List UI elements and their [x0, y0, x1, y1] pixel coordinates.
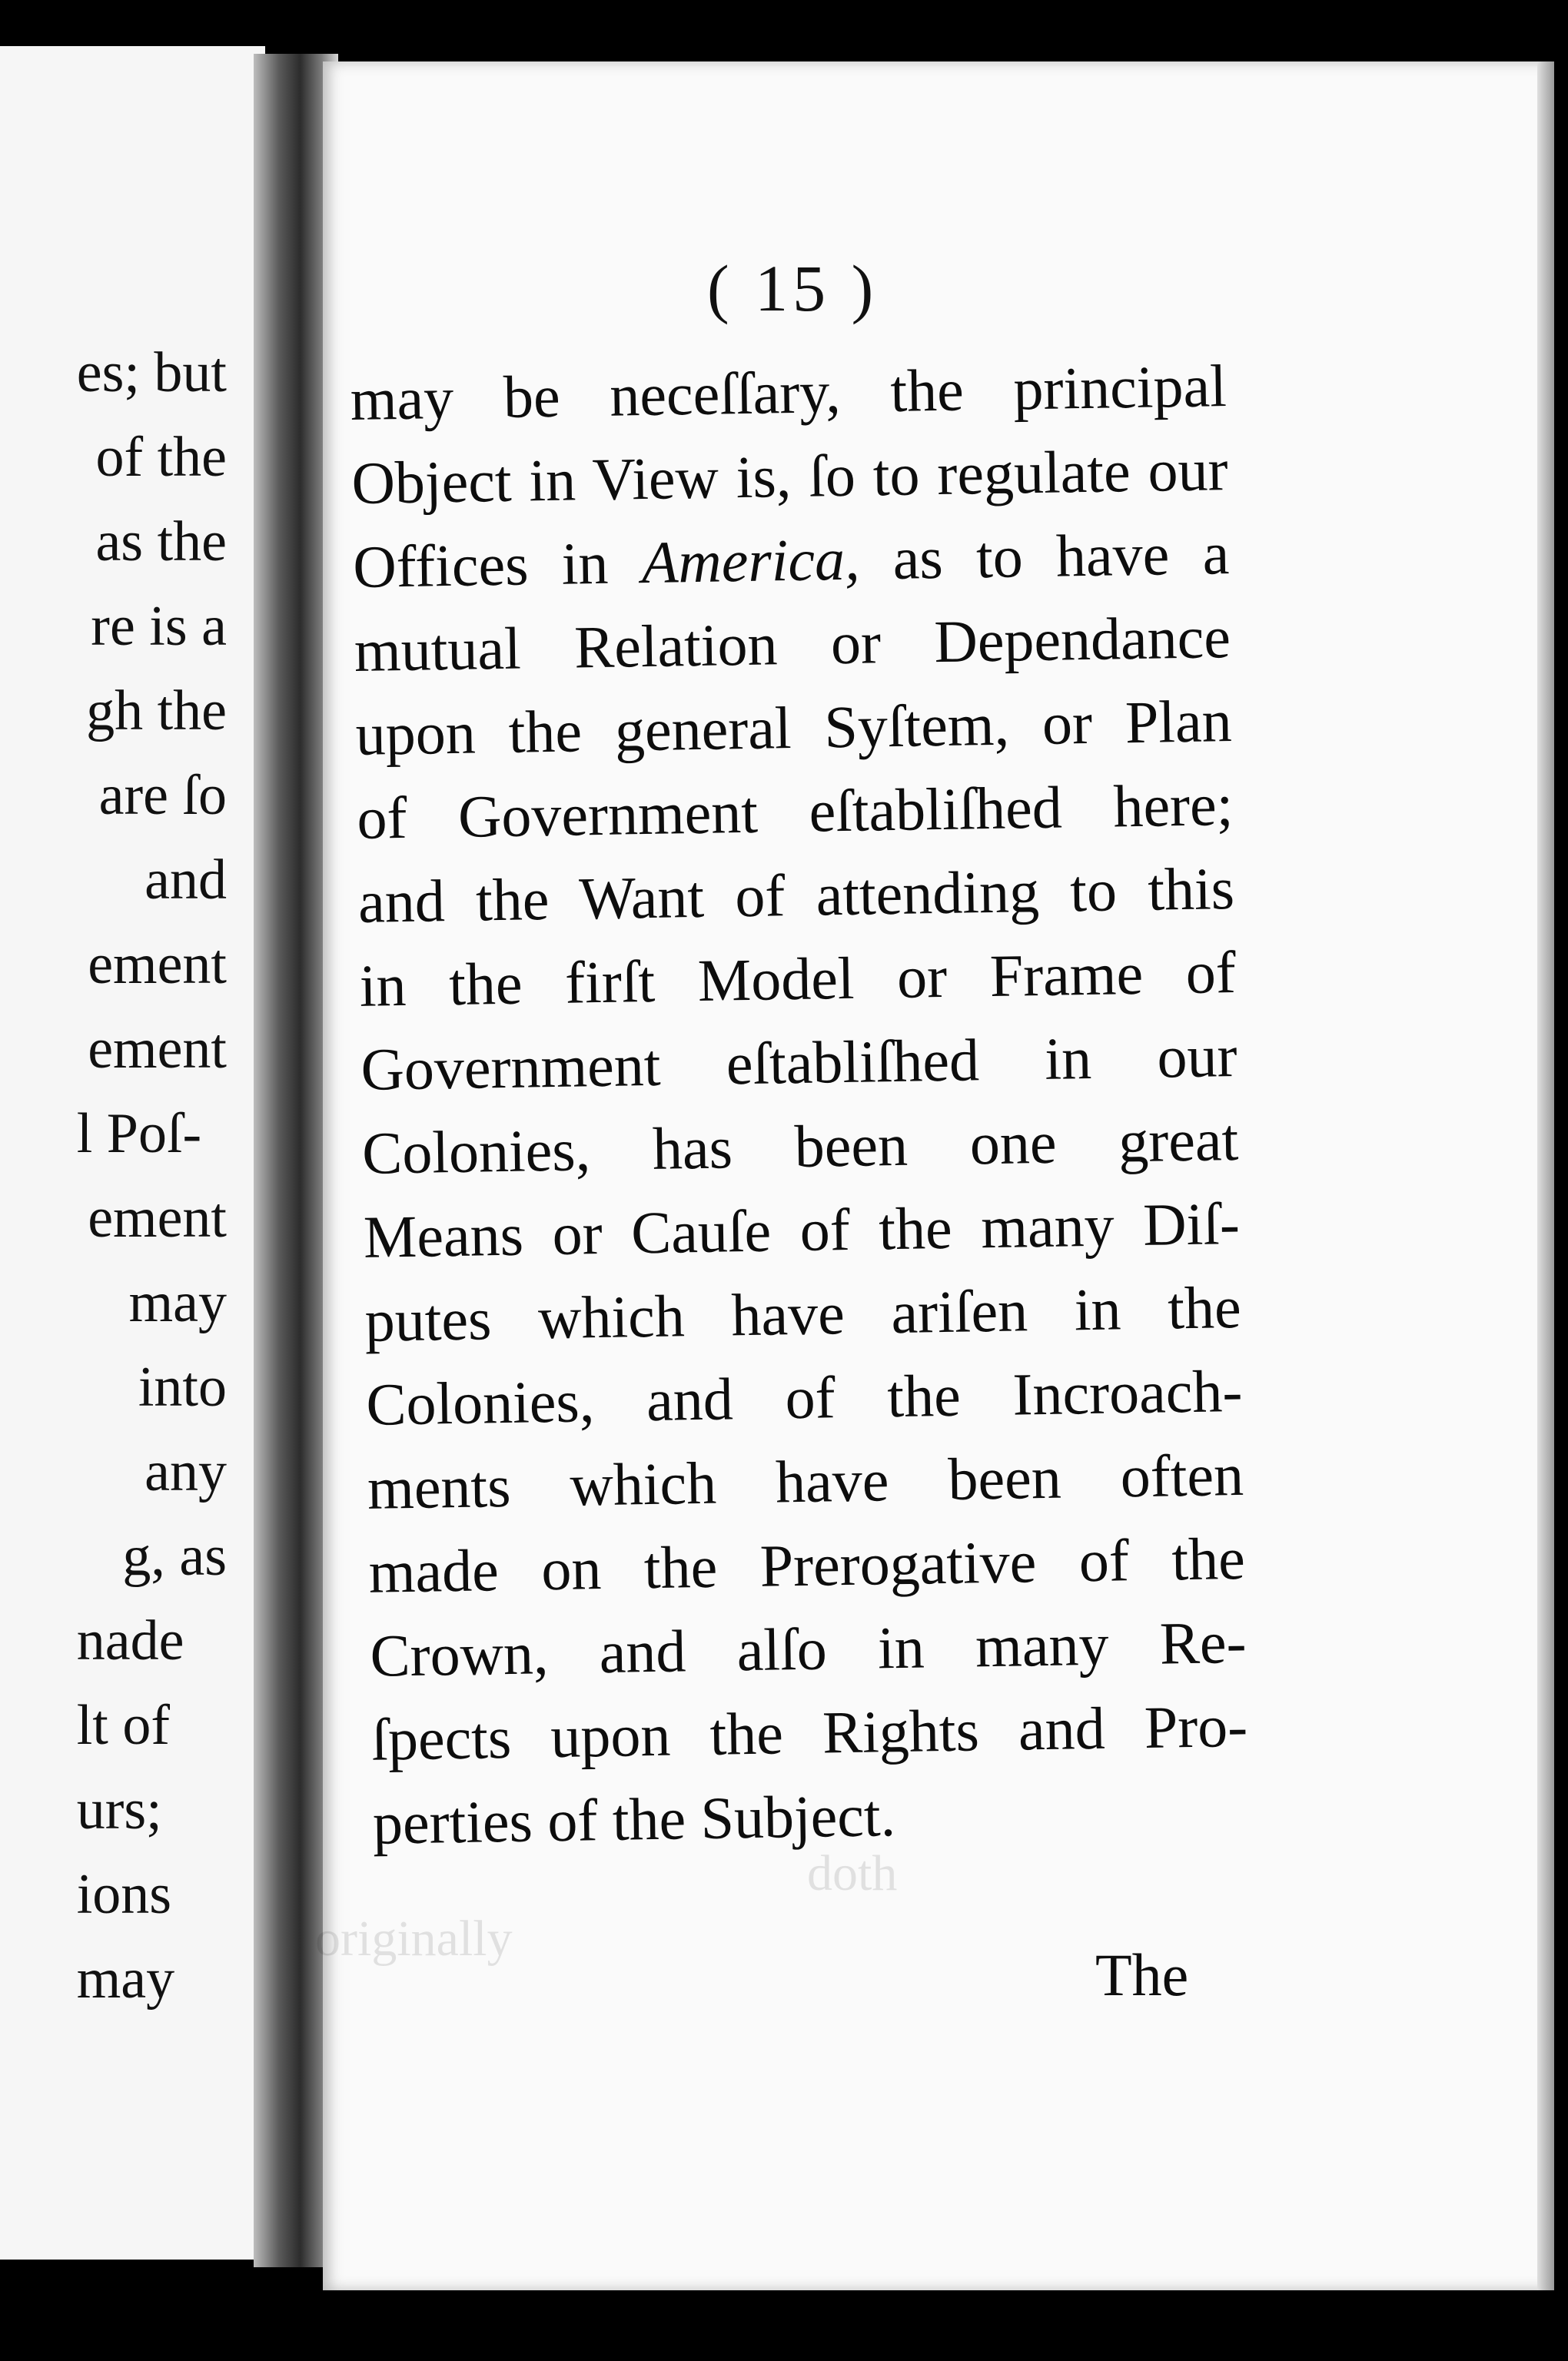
facing-line: nade [76, 1609, 184, 1672]
facing-line: as the [95, 510, 227, 573]
facing-page-text [77, 330, 227, 2021]
text-line: Means or Cauſe of the many Diſ- [363, 1189, 1241, 1270]
facing-line: l Poſ- [76, 1102, 202, 1165]
facing-line: gh the [86, 679, 227, 742]
facing-line: g, as [122, 1525, 227, 1588]
text-line: Government eſtabliſhed in our [360, 1021, 1238, 1103]
catchword: The [1095, 1941, 1189, 2008]
text-line: ments which have been often [367, 1440, 1244, 1522]
text-line: of Government eſtabliſhed here; [356, 771, 1234, 852]
text-line: made on the Prerogative of the [368, 1524, 1246, 1606]
facing-line: of the [95, 426, 227, 489]
text-line-tail: as to have a [892, 520, 1230, 592]
facing-line: any [145, 1440, 227, 1503]
facing-line: ions [76, 1863, 172, 1926]
text-line: Object in View is, ſo to regulate our [350, 436, 1229, 516]
text-line: in the firſt Model or Frame of [359, 938, 1237, 1019]
facing-line: and [145, 848, 227, 912]
facing-line: ement [88, 1018, 227, 1081]
text-line: perties of the Subject. [372, 1782, 896, 1857]
text-line: Colonies, and of the Incroach- [365, 1356, 1243, 1438]
bleed-line: doth [807, 1845, 898, 1901]
text-line: and the Want of attending to this [357, 855, 1235, 935]
body-text [350, 344, 1250, 1865]
facing-line: re is a [91, 595, 227, 658]
text-line: putes which have ariſen in the [364, 1273, 1242, 1354]
facing-line: es; but [76, 341, 227, 404]
text-line-head: Offices in [352, 529, 610, 600]
facing-line: may [76, 1948, 175, 2011]
text-line: ſpects upon the Rights and Pro- [370, 1692, 1248, 1773]
facing-line: are ſo [98, 764, 227, 827]
bleed-line: originally [315, 1911, 513, 1967]
text-line: may be neceſſary, the principal [350, 352, 1227, 433]
text-line: upon the general Syſtem, or Plan [355, 687, 1233, 768]
text-line: mutual Relation or Dependance [354, 603, 1231, 684]
italic-place-name: America, [641, 525, 861, 596]
facing-line: ement [88, 933, 227, 996]
facing-line: into [138, 1356, 227, 1419]
facing-line: may [128, 1271, 227, 1334]
facing-page-left [0, 46, 265, 2260]
text-line: Colonies, has been one great [361, 1105, 1239, 1187]
facing-line: urs; [76, 1778, 162, 1841]
facing-line: lt of [76, 1694, 170, 1757]
page-number: ( 15 ) [707, 251, 879, 325]
facing-line: ement [88, 1187, 227, 1250]
text-line: Crown, and alſo in many Re- [369, 1608, 1247, 1689]
page-edge [1537, 61, 1554, 2290]
text-line [352, 511, 1230, 609]
